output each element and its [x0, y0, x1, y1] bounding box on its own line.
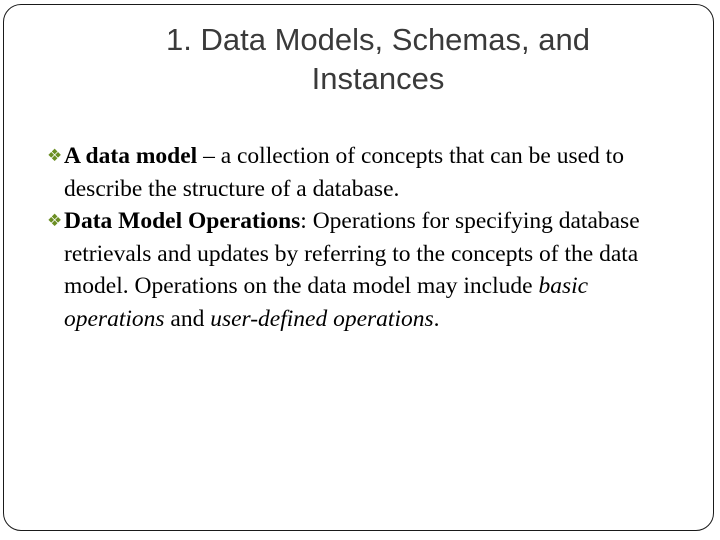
bullet-item-data-model-operations: [44, 205, 694, 335]
bullet-list: [44, 140, 694, 335]
diamond-bullet-icon: ❖: [47, 211, 63, 231]
slide-title: [20, 20, 720, 98]
slide-title-line-1: 1. Data Models, Schemas, and: [166, 22, 590, 57]
term-data-model-operations: Data Model Operations: [64, 208, 301, 234]
diamond-bullet-icon: ❖: [47, 146, 63, 166]
definition-data-model: – a collection of concepts that can be used to describe the structure of a database.: [64, 143, 624, 202]
term-data-model: A data model: [64, 143, 198, 169]
definition-operations-part-1: : Operations for specifying database retrievals and updates by referring to the concepts of the data model. Operations on the data model may include: [64, 208, 640, 299]
definition-operations-and: and: [164, 305, 211, 332]
definition-operations-end: .: [433, 305, 440, 332]
term-basic-operations: basic operations: [64, 273, 589, 332]
slide-title-line-2: Instances: [311, 61, 445, 96]
bullet-item-data-model: [44, 140, 694, 205]
term-user-defined-operations: user-defined operations: [210, 305, 434, 332]
